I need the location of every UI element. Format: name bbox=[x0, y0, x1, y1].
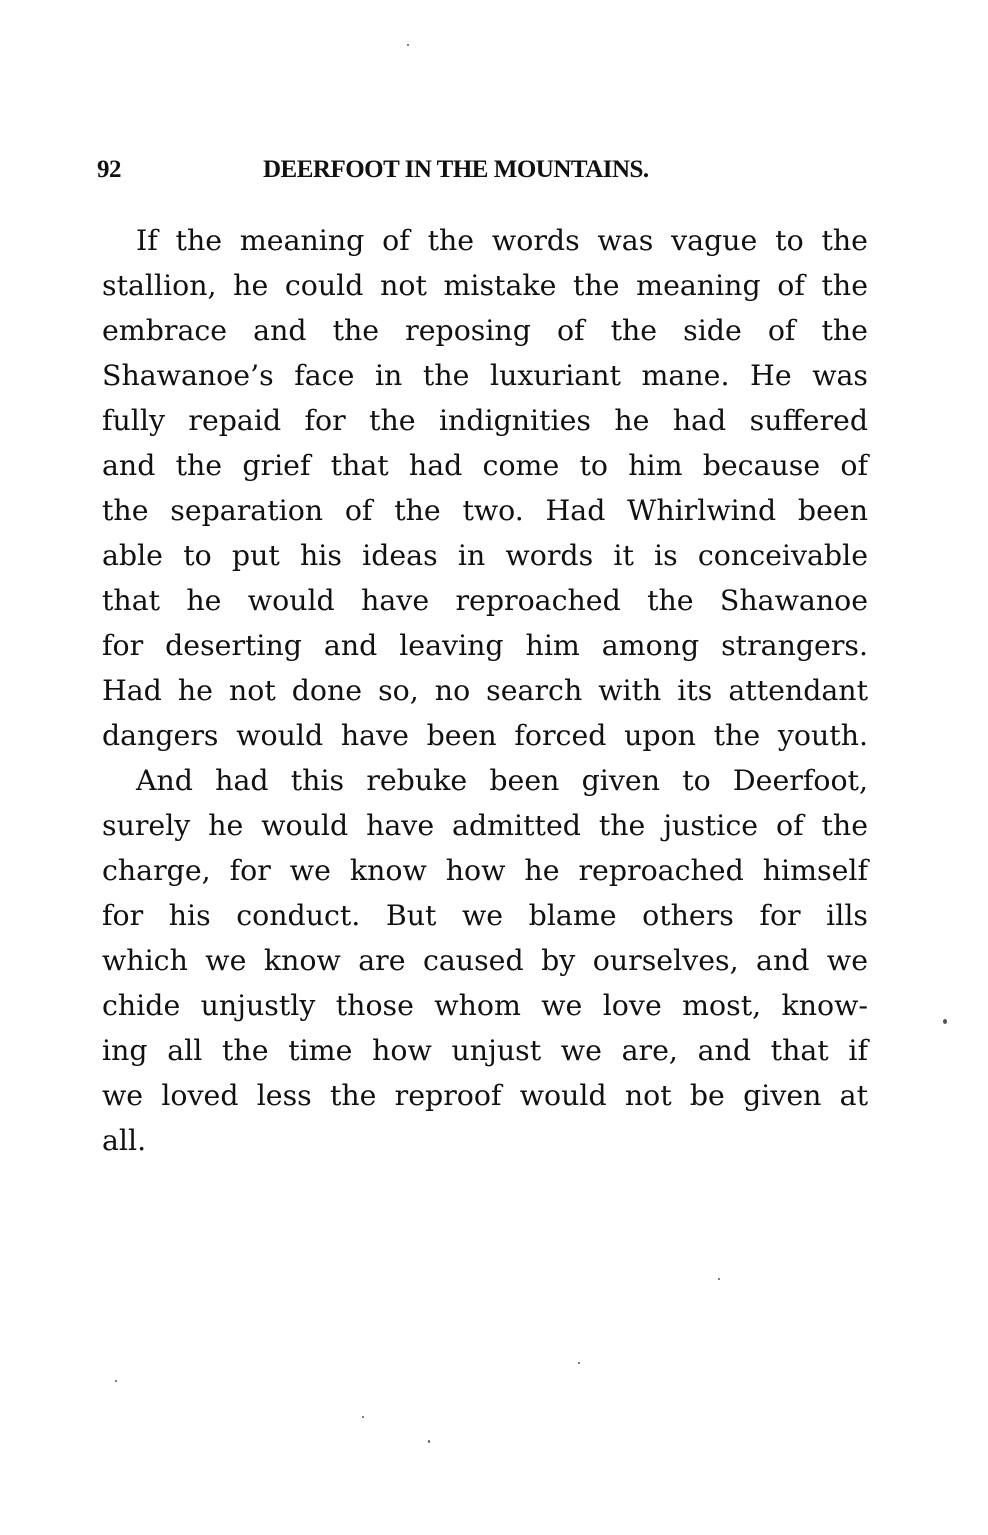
running-head bbox=[97, 156, 867, 190]
text-line: and the grief that had come to him because of bbox=[102, 449, 868, 482]
text-line: the separation of the two. Had Whirlwind been bbox=[102, 494, 868, 527]
text-line: for his conduct. But we blame others for ills bbox=[102, 899, 868, 932]
text-line: fully repaid for the indignities he had suffered bbox=[102, 404, 868, 437]
scan-speck bbox=[407, 44, 409, 46]
text-line: And had this rebuke been given to Deerfoot, bbox=[136, 764, 868, 797]
text-line: for deserting and leaving him among strangers. bbox=[102, 629, 868, 662]
scan-speck bbox=[362, 1416, 364, 1418]
scan-speck bbox=[943, 1019, 947, 1024]
scan-speck bbox=[115, 1380, 117, 1382]
text-line: ing all the time how unjust we are, and that if bbox=[102, 1034, 868, 1067]
text-line: stallion, he could not mistake the meaning of the bbox=[102, 269, 868, 302]
page-number: 92 bbox=[97, 156, 121, 183]
text-line: embrace and the reposing of the side of the bbox=[102, 314, 868, 347]
text-line: Had he not done so, no search with its attendant bbox=[102, 674, 868, 707]
text-line: dangers would have been forced upon the youth. bbox=[102, 719, 868, 752]
text-line: If the meaning of the words was vague to the bbox=[136, 224, 868, 257]
paragraph-2 bbox=[102, 758, 868, 1163]
text-line: which we know are caused by ourselves, and we bbox=[102, 944, 868, 977]
text-line: all. bbox=[102, 1124, 147, 1157]
scan-speck bbox=[718, 1278, 720, 1280]
running-title: DEERFOOT IN THE MOUNTAINS. bbox=[263, 156, 649, 183]
paragraph-1 bbox=[102, 218, 868, 758]
text-line: we loved less the reproof would not be given at bbox=[102, 1079, 868, 1112]
text-line: Shawanoe’s face in the luxuriant mane. He was bbox=[102, 359, 868, 392]
text-line: able to put his ideas in words it is conceivable bbox=[102, 539, 868, 572]
scan-speck bbox=[578, 1362, 580, 1364]
text-line: charge, for we know how he reproached himself bbox=[102, 854, 868, 887]
text-line: surely he would have admitted the justice of the bbox=[102, 809, 868, 842]
scan-speck bbox=[428, 1440, 430, 1443]
text-line: chide unjustly those whom we love most, know- bbox=[102, 989, 868, 1022]
body-text bbox=[102, 218, 868, 1163]
text-line: that he would have reproached the Shawanoe bbox=[102, 584, 868, 617]
